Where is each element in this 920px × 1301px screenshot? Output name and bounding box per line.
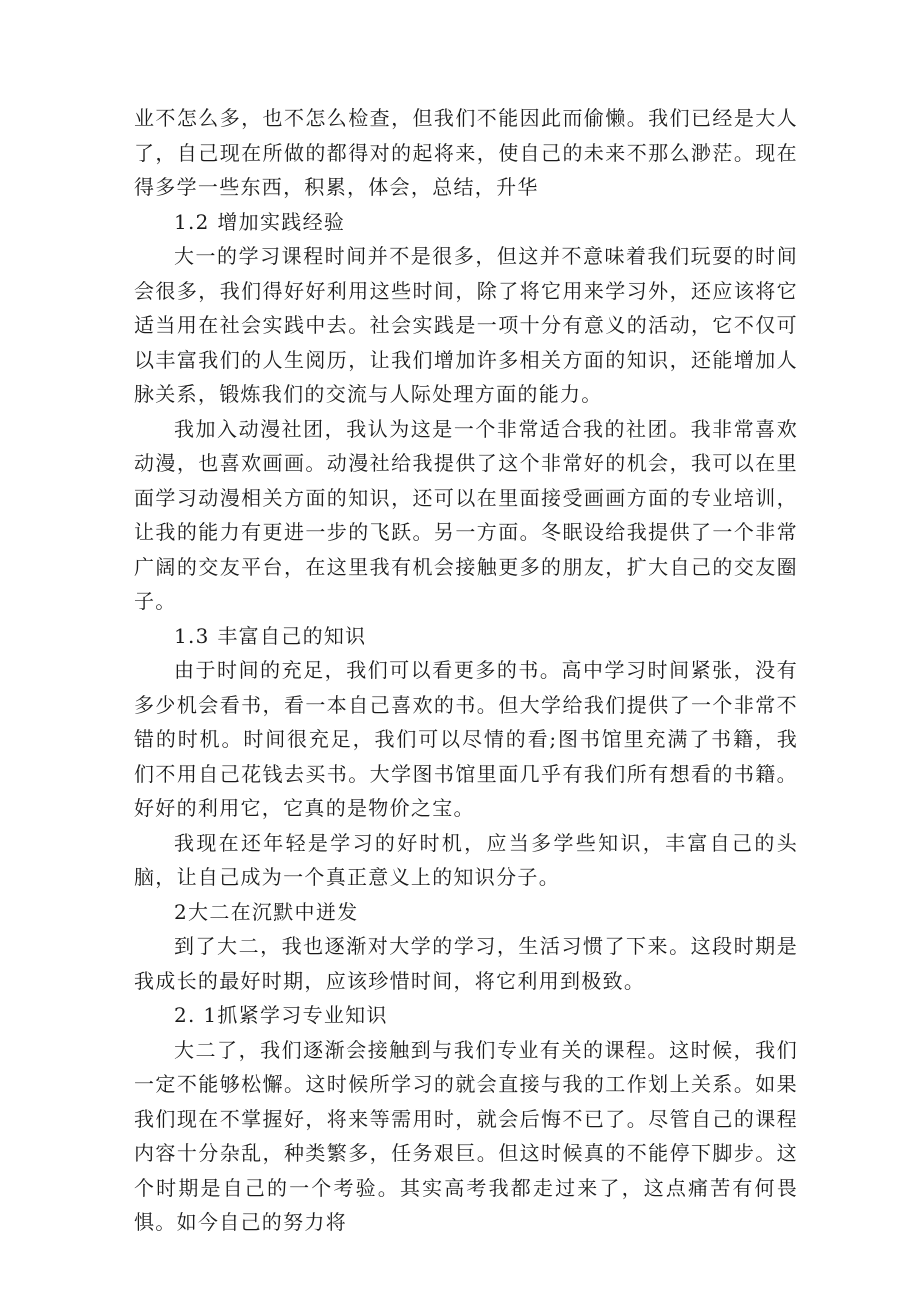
paragraph: 到了大二，我也逐渐对大学的学习，生活习惯了下来。这段时期是我成长的最好时期，应该珍惜时间，将它利用到极致。 <box>134 934 798 993</box>
paragraph: 我现在还年轻是学习的好时机，应当多学些知识，丰富自己的头脑，让自己成为一个真正意义上的知识分子。 <box>134 830 798 889</box>
paragraph: 我加入动漫社团，我认为这是一个非常适合我的社团。我非常喜欢动漫，也喜欢画画。动漫社给我提供了这个非常好的机会，我可以在里面学习动漫相关方面的知识，还可以在里面接受画画方面的专业培训，让我的能力有更进一步的飞跃。另一方面。冬眠设给我提供了一个非常广阔的交友平台，在这里我有机会接触更多的朋友，扩大自己的交友圈子。 <box>134 416 798 613</box>
paragraph: 由于时间的充足，我们可以看更多的书。高中学习时间紧张，没有多少机会看书，看一本自己喜欢的书。但大学给我们提供了一个非常不错的时机。时间很充足，我们可以尽情的看;图书馆里充满了书籍，我们不用自己花钱去买书。大学图书馆里面几乎有我们所有想看的书籍。好好的利用它，它真的是物价之宝。 <box>134 658 798 820</box>
section-heading-1-3: 1.3 丰富自己的知识 <box>174 623 367 648</box>
paragraph: 大二了，我们逐渐会接触到与我们专业有关的课程。这时候，我们一定不能够松懈。这时候所学习的就会直接与我的工作划上关系。如果我们现在不掌握好，将来等需用时，就会后悔不已了。尽管自己的课程内容十分杂乱，种类繁多，任务艰巨。但这时候真的不能停下脚步。这个时期是自己的一个考验。其实高考我都走过来了，这点痛苦有何畏惧。如今自己的努力将 <box>134 1037 798 1234</box>
paragraph-continued: 业不怎么多，也不怎么检查，但我们不能因此而偷懒。我们已经是大人了，自己现在所做的都得对的起将来，使自己的未来不那么渺茫。现在得多学一些东西，积累，体会，总结，升华 <box>134 106 798 199</box>
section-heading-2: 2大二在沉默中迸发 <box>174 899 359 924</box>
document-body <box>134 101 798 1240</box>
section-heading-1-2: 1.2 增加实践经验 <box>174 209 346 234</box>
paragraph: 大一的学习课程时间并不是很多，但这并不意味着我们玩耍的时间会很多，我们得好好利用这些时间，除了将它用来学习外，还应该将它适当用在社会实践中去。社会实践是一项十分有意义的活动，它不仅可以丰富我们的人生阅历，让我们增加许多相关方面的知识，还能增加人脉关系，锻炼我们的交流与人际处理方面的能力。 <box>134 244 798 406</box>
section-heading-2-1: 2. 1抓紧学习专业知识 <box>174 1003 388 1027</box>
